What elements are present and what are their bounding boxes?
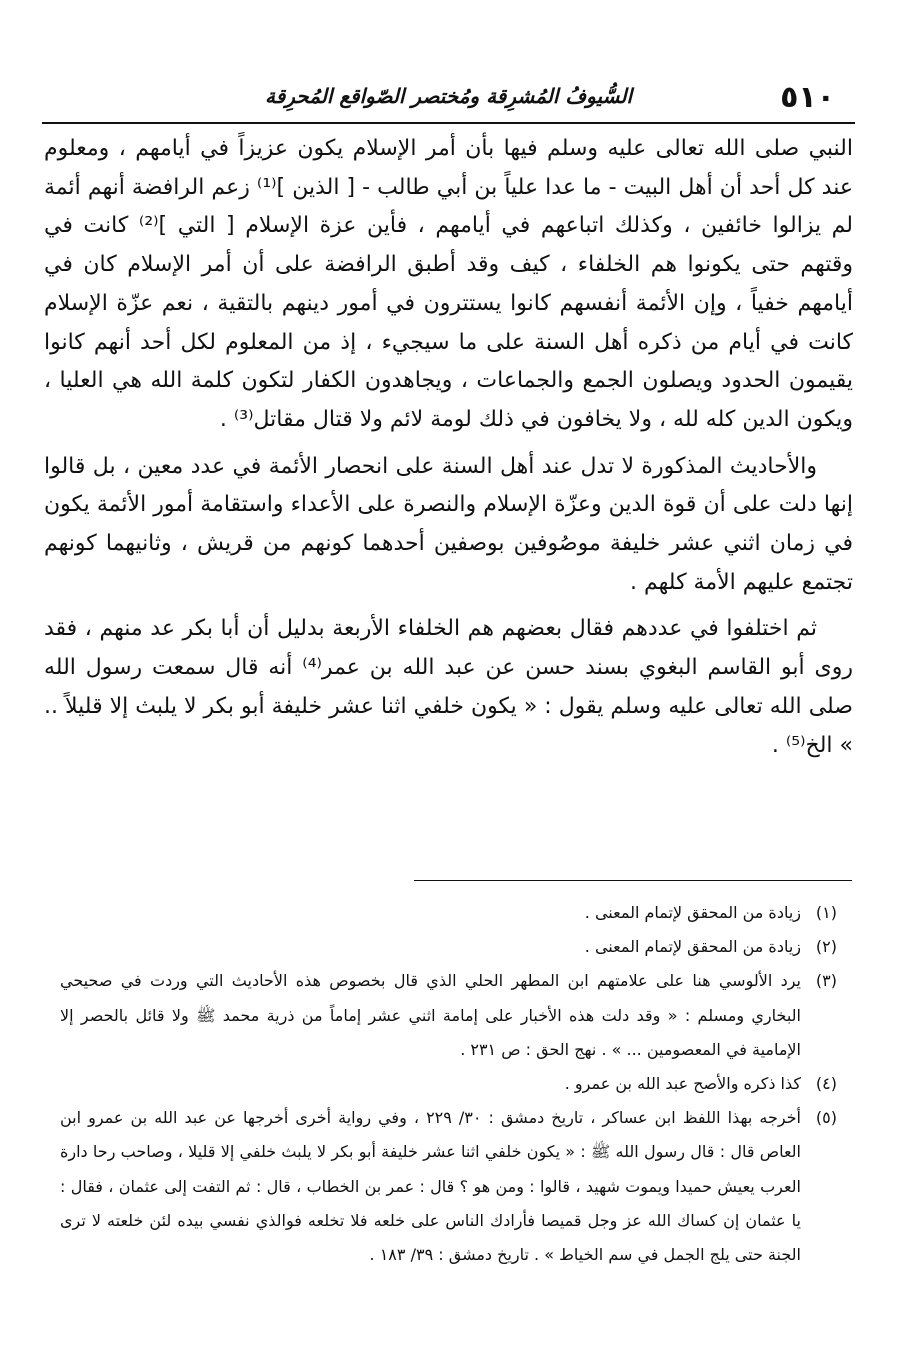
footnote-4 — [60, 1067, 837, 1101]
main-text — [44, 130, 853, 773]
footnote-text: أخرجه بهذا اللفظ ابن عساكر ، تاريخ دمشق : ٣٠/ ٢٢٩ ، وفي رواية أخرى أخرجها عن عبد الله بن عمرو ابن العاص قال : قال رسول الله ﷺ : « يكون خلفي اثنا عشر خليفة أبو بكر لا يلبث خلفي إلا قليلا ، وصاحب رحا دارة العرب يعيش حميدا ويموت شهيد ، قالوا : ومن هو ؟ قال : عمر بن الخطاب ، قال : ثم التفت إلى عثمان ، فقال : يا عثمان إن كساك الله عز وجل قميصا فأرادك الناس على خلعه فلا تخلعه فوالذي نفسي بيده لئن خلعته لا ترى الجنة حتى يلج الجمل في سم الخياط » . تاريخ دمشق : ٣٩/ ١٨٣ . — [60, 1108, 801, 1265]
paragraph-3: ثم اختلفوا في عددهم فقال بعضهم هم الخلفاء الأربعة بدليل أن أبا بكر عد منهم ، فقد روى أبو القاسم البغوي بسند حسن عن عبد الله بن عمر⁽⁴⁾ أنه قال سمعت رسول الله صلى الله تعالى عليه وسلم يقول : « يكون خلفي اثنا عشر خليفة أبو بكر لا يلبث إلا قليلاً .. » الخ⁽⁵⁾ . — [44, 616, 853, 758]
footnote-number: (١) — [815, 903, 837, 922]
footnote-5 — [60, 1101, 837, 1272]
footnote-number: (٥) — [815, 1108, 837, 1128]
footnote-3 — [60, 964, 837, 1067]
paragraph-1: النبي صلى الله تعالى عليه وسلم فيها بأن أمر الإسلام يكون عزيزاً في أيامهم ، ومعلوم عند كل أحد أن أهل البيت - ما عدا علياً بن أبي طالب - [ الذين ]⁽¹⁾ زعم الرافضة أنهم أئمة لم يزالوا خائفين ، وكذلك اتباعهم في أيامهم ، فأين عزة الإسلام [ التي ]⁽²⁾ كانت في وقتهم حتى يكونوا هم الخلفاء ، كيف وقد أطبق الرافضة على أن أمر الإسلام كان في أيامهم خفياً ، وإن الأئمة أنفسهم كانوا يستترون في أمور دينهم بالتقية ، نعم عزّة الإسلام كانت في أيام من ذكره أهل السنة على ما سيجيء ، إذ من المعلوم لكل أحد أنهم كانوا يقيمون الحدود ويصلون الجمع والجماعات ، ويجاهدون الكفار لتكون كلمة الله هي العليا ، ويكون الدين كله لله ، ولا يخافون في ذلك لومة لائم ولا قتال مقاتل⁽³⁾ . — [44, 136, 853, 432]
page-header — [40, 78, 857, 120]
header-rule — [42, 122, 855, 124]
footnote-text: كذا ذكره والأصح عبد الله بن عمرو . — [564, 1074, 801, 1094]
footnote-number: (٣) — [815, 971, 837, 991]
paragraph-2: والأحاديث المذكورة لا تدل عند أهل السنة على انحصار الأئمة في عدد معين ، بل قالوا إنها دلت على أن قوة الدين وعزّة الإسلام والنصرة على الأعداء واستقامة أمور الأئمة يكون في زمان اثني عشر خليفة موصُوفين بوصفين أحدهما كونهم من قريش ، وثانيهما كونهم تجتمع عليهم الأمة كلهم . — [44, 453, 853, 595]
footnote-1 — [60, 896, 837, 930]
footnote-rule — [414, 880, 852, 881]
footnote-text: زيادة من المحقق لإتمام المعنى . — [584, 937, 801, 957]
footnote-text: زيادة من المحقق لإتمام المعنى . — [584, 903, 801, 922]
footnote-2 — [60, 930, 837, 964]
footnote-number: (٤) — [815, 1074, 837, 1094]
page-number: ٥١٠ — [780, 80, 835, 115]
footnote-text: يرد الألوسي هنا على علامتهم ابن المطهر الحلي الذي قال بخصوص هذه الأحاديث التي وردت في صحيحي البخاري ومسلم : « وقد دلت هذه الأخبار على إمامة اثني عشر إماماً من ذرية محمد ﷺ ولا قائل بالحصر إلا الإمامية في المعصومين ... » . نهج الحق : ص ٢٣١ . — [60, 971, 801, 1059]
footnotes — [60, 896, 837, 1272]
footnote-number: (٢) — [815, 937, 837, 957]
running-title: السُّيوفُ المُشرِقة ومُختصر الصّواقع المُحرِقة — [264, 84, 633, 108]
